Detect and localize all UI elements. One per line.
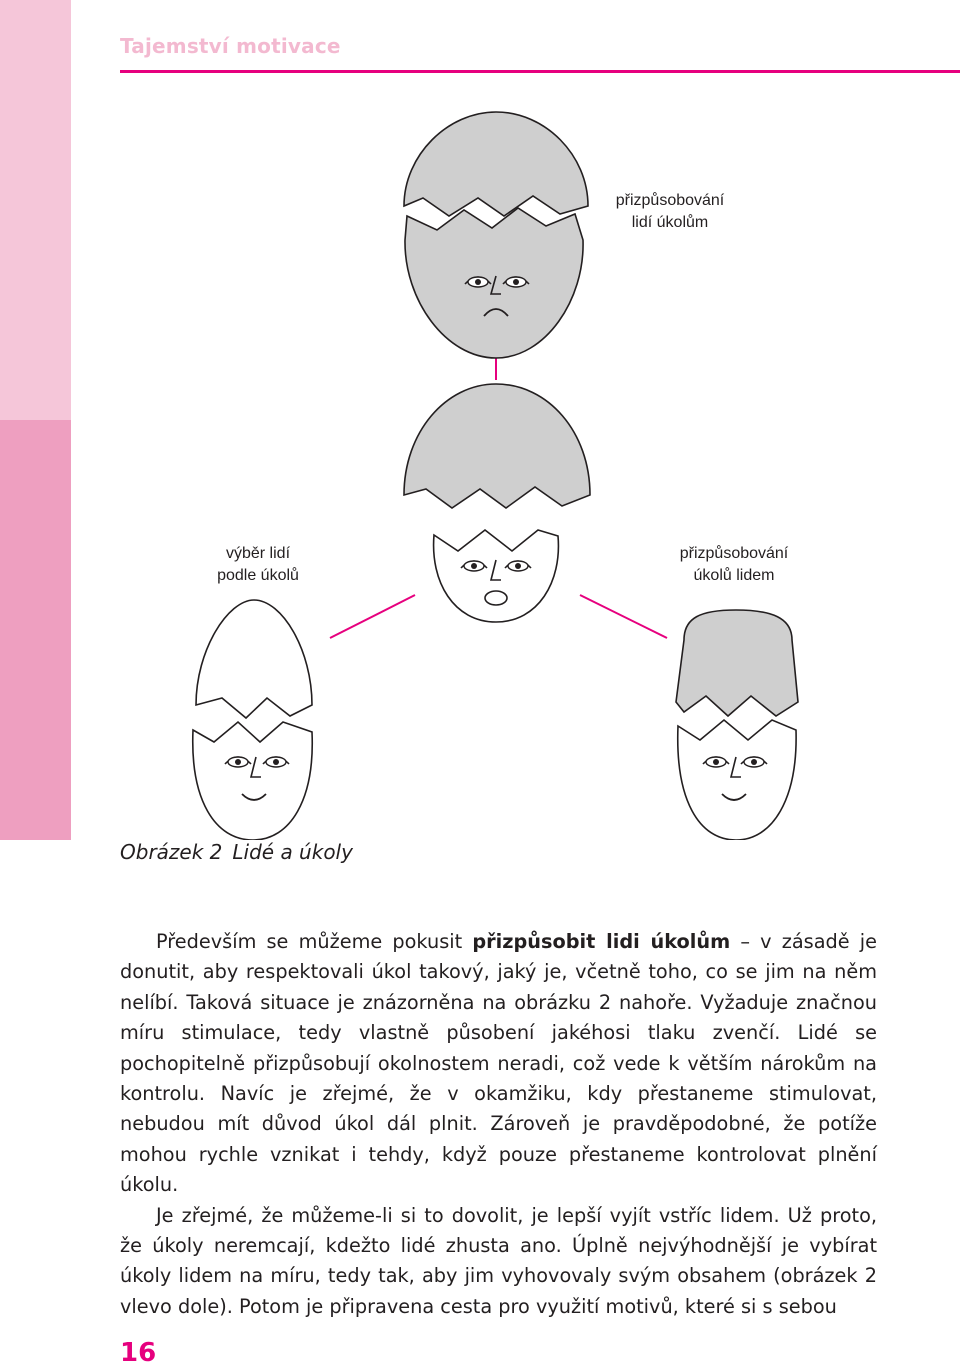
right-face: [678, 720, 796, 840]
body-text: [120, 927, 877, 1322]
connector-left: [330, 595, 415, 638]
top-figure: [404, 112, 588, 358]
running-title: Tajemství motivace: [120, 34, 341, 58]
middle-face: [434, 530, 559, 622]
top-shell: [404, 112, 588, 216]
left-shell: [196, 600, 312, 718]
label-right: přizpůsobování úkolů lidem: [679, 545, 789, 584]
paragraph-1: Především se můžeme pokusit přizpůsobit lidi úkolům – v zásadě je donutit, aby respektovali úkol takový, jaký je, včetně toho, co se jim na něm nelíbí. Taková situace je znázorněna na obrázku 2 nahoře. Vyžaduje značnou míru stimulace, tedy vlastně působení jakéhosi tlaku zvenčí. Lidé se pochopitelně přizpůsobují okolnostem neradi, což vede k větším nárokům na kontrolu. Navíc je zřejmé, že v okamžiku, kdy přestaneme stimulovat, nebudou mít důvod úkol dál plnit. Zároveň je pravděpodobné, že potíže mohou rychle vznikat i tehdy, když pouze přestaneme kontrolovat plnění úkolu.: [120, 930, 878, 1197]
right-figure: [676, 610, 798, 840]
left-figure: [193, 600, 312, 840]
connector-right: [580, 595, 667, 638]
middle-shell: [404, 384, 590, 508]
right-shell: [676, 610, 798, 716]
paragraph-2: Je zřejmé, že můžeme-li si to dovolit, je lepší vyjít vstříc lidem. Už proto, že úkoly neremcají, kdežto lidé zhusta ano. Úplně nejvýhodnější je vybírat úkoly lidem na míru, tedy tak, aby jim vyhovovaly svým obsahem (obrázek 2 vlevo dole). Potom je připravena cesta pro využití motivů, které si s sebou: [120, 1203, 877, 1318]
left-face: [193, 722, 312, 840]
figure-caption: [120, 840, 353, 864]
emphasis: přizpůsobit lidi úkolům: [472, 930, 731, 953]
label-left: výběr lidí podle úkolů: [217, 545, 299, 584]
page-number: 16: [120, 1338, 157, 1368]
label-top: přizpůsobování lidí úkolům: [615, 192, 725, 231]
middle-figure: [404, 384, 590, 622]
caption-number: Obrázek 2: [120, 840, 223, 864]
caption-text: Lidé a úkoly: [232, 840, 353, 864]
